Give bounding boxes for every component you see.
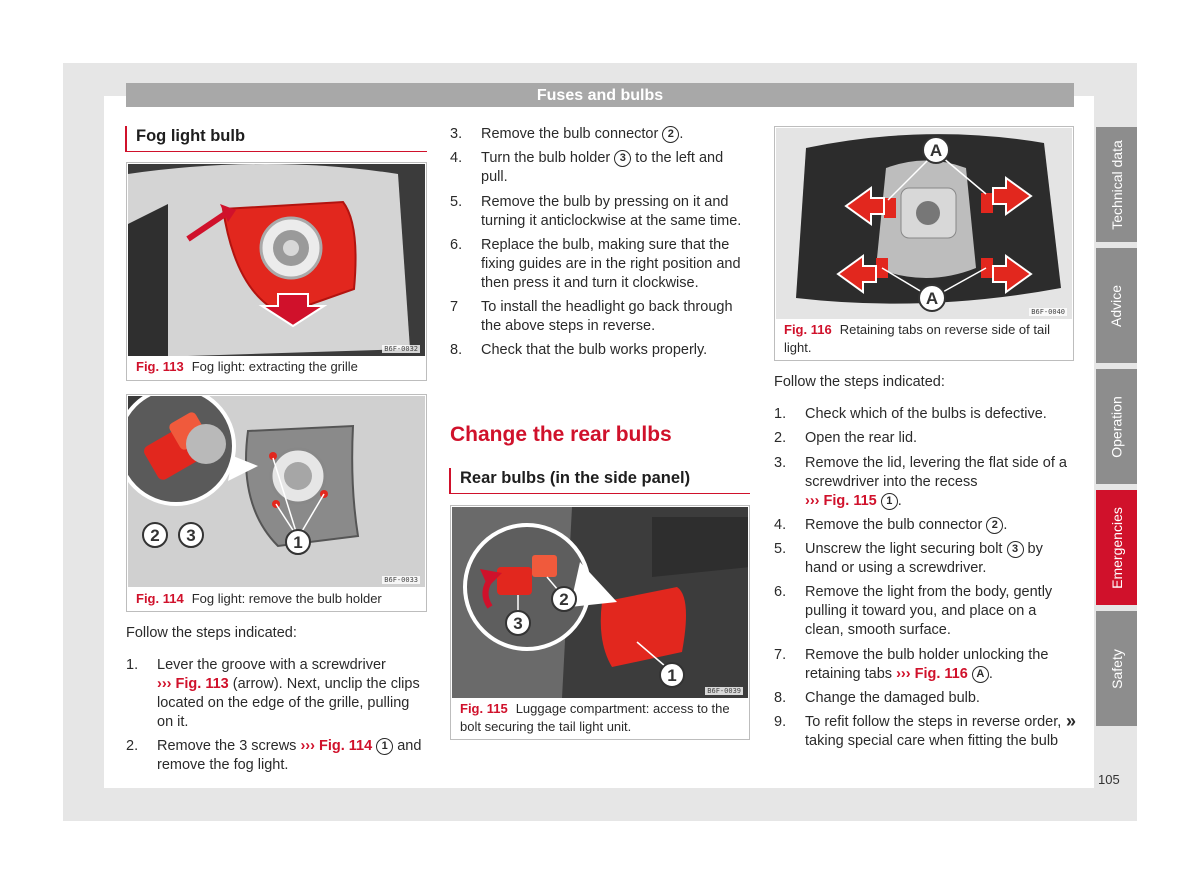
list-item: 5. Unscrew the light securing bolt 3 by hand or using a screwdriver. — [774, 541, 1043, 577]
figure-113-number: Fig. 113 — [136, 359, 184, 374]
list-item: 6. Remove the light from the body, gently pulling it toward you, and place on a clean, smooth surface. — [774, 584, 1053, 639]
figure-116-caption-text: Retaining tabs on reverse side of tail light. — [784, 322, 1050, 355]
tab-emergencies[interactable]: Emergencies — [1096, 490, 1137, 605]
figure-116 — [774, 126, 1074, 361]
list-item: 2. Open the rear lid. — [774, 430, 918, 447]
heading-change-rear-bulbs: Change the rear bulbs — [450, 423, 672, 446]
tab-advice[interactable]: Advice — [1096, 248, 1137, 363]
figure-113-caption-text: Fog light: extracting the grille — [191, 359, 358, 374]
tab-technical-data[interactable]: Technical data — [1096, 127, 1137, 242]
tab-operation[interactable]: Operation — [1096, 369, 1137, 484]
col3-intro: Follow the steps indicated: — [774, 374, 945, 390]
callout-marker: A — [972, 666, 989, 683]
list-item: 1. Check which of the bulbs is defective. — [774, 406, 1047, 422]
list-item: 2. Remove the 3 screws ››› Fig. 114 1 and remove the fog light. — [126, 738, 422, 774]
fig-116-link[interactable]: ››› Fig. 116 — [896, 665, 968, 682]
figure-114 — [126, 394, 427, 612]
list-item: 9. To refit follow the steps in reverse order, taking special care when fitting the bulb » — [774, 711, 1076, 750]
figure-114-caption-text: Fog light: remove the bulb holder — [191, 591, 382, 606]
list-item: 7. Remove the bulb holder unlocking the retaining tabs ››› Fig. 116 A . — [774, 646, 1049, 682]
list-item: 8. Check that the bulb works properly. — [450, 342, 708, 359]
callout-marker: 2 — [986, 517, 1003, 534]
col1-steps — [126, 656, 428, 781]
figure-116-callout-a-top: A — [929, 141, 943, 160]
figure-115-callout-1: 1 — [667, 666, 677, 685]
figure-114-caption — [136, 590, 420, 608]
col3-steps — [774, 405, 1074, 757]
figure-113-caption — [136, 358, 420, 376]
callout-marker: 3 — [1007, 541, 1024, 558]
list-item: 1. Lever the groove with a screwdriver ››› Fig. 113 (arrow). Next, unclip the clips located on the edge of the grille, pulling on it. — [126, 657, 420, 730]
figure-114-code: B6F-0033 — [384, 576, 418, 584]
figure-115-code: B6F-0039 — [707, 687, 741, 695]
chapter-header: Fuses and bulbs — [126, 83, 1074, 107]
callout-marker: 2 — [662, 126, 679, 143]
figure-115-image — [452, 507, 748, 698]
figure-113-image — [128, 164, 425, 356]
col2-steps — [450, 125, 750, 366]
figure-113-code: B6F-0032 — [384, 345, 418, 353]
figure-115-callout-3: 3 — [513, 614, 523, 633]
col1-intro: Follow the steps indicated: — [126, 625, 297, 641]
figure-115-callout-2: 2 — [559, 590, 569, 609]
figure-116-image — [776, 128, 1072, 319]
continued-arrow-icon: » — [1065, 711, 1076, 732]
list-item: 5. Remove the bulb by pressing on it and turning it anticlockwise at the same time. — [450, 193, 742, 229]
figure-116-number: Fig. 116 — [784, 322, 832, 337]
figure-114-callout-1: 1 — [293, 533, 303, 552]
figure-115-caption-text: Luggage compartment: access to the bolt securing the tail light unit. — [460, 701, 730, 734]
section-title-rear-bulbs: Rear bulbs (in the side panel) — [449, 468, 750, 494]
figure-114-callout-3: 3 — [186, 526, 196, 545]
fig-113-link[interactable]: ››› Fig. 113 — [157, 676, 229, 692]
list-item: 8. Change the damaged bulb. — [774, 690, 980, 707]
figure-116-code: B6F-0040 — [1031, 308, 1065, 316]
fig-115-link[interactable]: ››› Fig. 115 — [805, 492, 877, 509]
callout-marker: 1 — [376, 738, 393, 755]
figure-114-callout-2: 2 — [150, 526, 160, 545]
figure-113 — [126, 162, 427, 381]
figure-115 — [450, 505, 750, 740]
figure-115-caption — [460, 700, 743, 736]
tab-safety[interactable]: Safety — [1096, 611, 1137, 726]
callout-marker: 1 — [881, 493, 898, 510]
fig-114-link[interactable]: ››› Fig. 114 — [300, 738, 373, 755]
figure-116-caption — [784, 321, 1067, 357]
list-item: 4. Remove the bulb connector 2 . — [774, 516, 1008, 533]
callout-marker: 3 — [614, 150, 631, 167]
list-item: 6. Replace the bulb, making sure that the fixing guides are in the right position and then press it and turn it clockwise. — [450, 236, 741, 291]
figure-114-number: Fig. 114 — [136, 591, 184, 606]
page-number: 105 — [1098, 772, 1120, 787]
list-item: 3. Remove the lid, levering the flat side of a screwdriver into the recess ››› Fig. 115 1 . — [774, 454, 1067, 509]
figure-116-callout-a-bottom: A — [925, 289, 939, 308]
list-item: 3. Remove the bulb connector 2 . — [450, 126, 684, 142]
figure-115-number: Fig. 115 — [460, 701, 508, 716]
section-title-fog-light: Fog light bulb — [125, 126, 427, 152]
list-item: 7 To install the headlight go back through the above steps in reverse. — [450, 299, 733, 335]
figure-114-image — [128, 396, 425, 587]
list-item: 4. Turn the bulb holder 3 to the left and pull. — [450, 150, 724, 186]
